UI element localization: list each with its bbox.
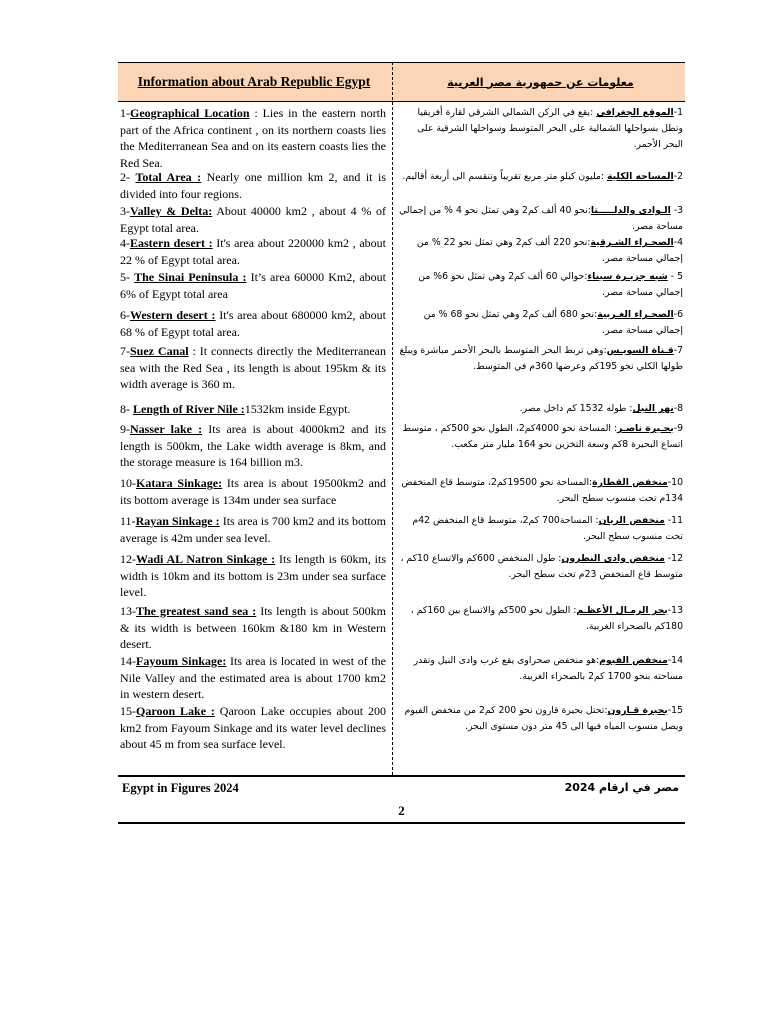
item-number-ar: 11-: [664, 515, 683, 526]
item-term: The Sinai Peninsula :: [134, 270, 247, 284]
cell-english: [118, 166, 388, 200]
table-row: [118, 548, 685, 600]
cell-arabic: [395, 232, 685, 266]
cell-english: [118, 200, 388, 235]
item-term-ar: الموقع الجغرافي: [596, 107, 674, 118]
item-number: 9-: [120, 422, 130, 436]
item-term: Eastern desert :: [130, 236, 213, 250]
info-table: [118, 62, 685, 752]
item-number-ar: 7-: [673, 345, 683, 356]
item-number: 11-: [120, 514, 136, 528]
cell-arabic: [395, 650, 685, 700]
item-text: Its area is about 19500km2 and its bottom average is 134m under sea surface: [120, 476, 386, 507]
table-row: [118, 650, 685, 700]
item-text-ar: :يقع في الركن الشمالي الشرقي لقارة أفريقيا وتطل بسواحلها الشمالية على البحر المتوسط وسواحلها الشرقية على البحر الأحمر.: [417, 107, 683, 150]
table-header: [118, 62, 685, 102]
cell-english: [118, 600, 388, 650]
item-number-ar: 3-: [670, 205, 683, 216]
item-number: 12-: [120, 552, 136, 566]
item-number: 7-: [120, 344, 130, 358]
table-rows: [118, 102, 685, 752]
item-text-ar: :المساحة نحو 19500كم2، متوسط قاع المنخفض 134م تحت منسوب سطح البحر.: [401, 477, 683, 504]
cell-english: [118, 304, 388, 340]
item-text-ar: : طوله 1532 كم داخل مصر.: [519, 403, 633, 414]
item-term-ar: منخفض وادى النطرون: [561, 553, 665, 564]
item-number: 15-: [120, 704, 136, 718]
item-number: 4-: [120, 236, 130, 250]
item-text-ar: : الطول نحو 500كم والاتساع بين 160كم ، 180كم بالصحراء الغربية.: [410, 605, 683, 632]
cell-english: [118, 510, 388, 548]
item-number-ar: 2-: [673, 171, 683, 182]
cell-english: [118, 650, 388, 700]
item-term-ar: نهر النيل: [632, 403, 674, 414]
item-text-ar: :نحو 220 ألف كم2 وهي تمثل نحو 22 % من إجمالي مساحة مصر.: [416, 237, 683, 264]
item-text: It's area about 680000 km2, about 68 % of Egypt total area.: [120, 308, 386, 339]
table-row: [118, 340, 685, 398]
item-term-ar: منخفض الريان: [598, 515, 665, 526]
header-arabic: معلومات عن جمهورية مصر العربية: [447, 75, 634, 89]
item-text-ar: :حوالي 60 ألف كم2 وهي تمثل نحو 6% من إجمالي مساحة مصر.: [418, 271, 683, 298]
cell-english: [118, 700, 388, 752]
item-number-ar: 6-: [673, 309, 683, 320]
cell-english: [118, 398, 388, 418]
item-term-ar: الصحـراء الغـربية: [597, 309, 674, 320]
page-number: 2: [398, 803, 405, 818]
cell-english: [118, 340, 388, 398]
item-term-ar: بحـيرة ناصـر: [617, 423, 674, 434]
item-term: Rayan Sinkage :: [135, 514, 220, 528]
item-number: 3-: [120, 204, 130, 218]
item-term: Total Area :: [135, 170, 202, 184]
item-text-ar: :مليون كيلو متر مربع تقريباً وتنقسم الى أربعة أقاليم.: [402, 171, 607, 182]
item-number-ar: 10-: [667, 477, 683, 488]
item-text: About 40000 km2 , about 4 % of Egypt total area.: [120, 204, 386, 235]
table-row: [118, 166, 685, 200]
item-text-ar: :نحو 40 ألف كم2 وهي تمثل نحو 4 % من إجمالي مساحة مصر.: [399, 205, 683, 232]
item-number: 10-: [120, 476, 136, 490]
cell-english: [118, 418, 388, 472]
item-term-ar: بحيرة قـارون: [607, 705, 668, 716]
item-term: The greatest sand sea :: [136, 604, 257, 618]
item-term: Valley & Delta:: [130, 204, 213, 218]
cell-arabic: [395, 472, 685, 510]
item-term: Wadi AL Natron Sinkage :: [136, 552, 276, 566]
cell-arabic: [395, 166, 685, 200]
item-number: 2-: [120, 170, 136, 184]
item-text: : It connects directly the Mediterranean sea with the Red Sea , its length is about 195km & its width average is 360 m.: [120, 344, 386, 391]
item-text: Its area is 700 km2 and its bottom average is 42m under sea level.: [120, 514, 386, 545]
item-text: Qaroon Lake occupies about 200 km2 from Fayoum Sinkage and its water level declines about 45 m from sea surface level.: [120, 704, 386, 751]
item-term: Geographical Location: [130, 106, 250, 120]
item-term-ar: الصحـراء الشـرقية: [590, 237, 674, 248]
table-row: [118, 398, 685, 418]
item-term-ar: منخفض الفيوم: [599, 655, 668, 666]
table-row: [118, 102, 685, 170]
item-number-ar: 15-: [667, 705, 683, 716]
item-number-ar: 9-: [673, 423, 683, 434]
cell-arabic: [395, 398, 685, 418]
item-number: 8-: [120, 402, 133, 416]
table-row: [118, 266, 685, 304]
cell-arabic: [395, 548, 685, 600]
table-row: [118, 510, 685, 548]
item-text-ar: :تحتل بحيرة قارون نحو 200 كم2 من منخفض الفيوم ويصل منسوب المياه فيها الى 45 متر دون مستوى البحر.: [404, 705, 683, 732]
table-row: [118, 472, 685, 510]
table-row: [118, 600, 685, 650]
item-number-ar: 8-: [673, 403, 683, 414]
cell-english: [118, 232, 388, 266]
item-number-ar: 4-: [673, 237, 683, 248]
cell-arabic: [395, 102, 685, 166]
cell-english: [118, 472, 388, 510]
footer-english: Egypt in Figures 2024: [122, 781, 239, 795]
cell-arabic: [395, 340, 685, 398]
table-row: [118, 418, 685, 472]
item-number-ar: 1-: [673, 107, 683, 118]
item-term-ar: شبه جزيـرة سيناء: [587, 271, 668, 282]
item-text-ar: : المساحة700 كم2، متوسط قاع المنخفض 42م تحت منسوب سطح البحر.: [412, 515, 683, 542]
item-term: Length of River Nile :: [133, 402, 245, 416]
item-term: Suez Canal: [130, 344, 189, 358]
footer-arabic: مصر في ارقام 2024: [564, 781, 679, 794]
item-number: 13-: [120, 604, 136, 618]
table-row: [118, 232, 685, 266]
item-text: Its length is about 500km & its width is between 160km &180 km in Western desert.: [120, 604, 386, 651]
item-term: Western desert :: [130, 308, 216, 322]
bottom-rule: [118, 822, 685, 824]
item-term-ar: بحر الرمـال الأعظـم: [576, 605, 668, 616]
cell-arabic: [395, 266, 685, 304]
item-term-ar: الـوادى والدلـــــتا: [590, 205, 671, 216]
table-row: [118, 304, 685, 340]
cell-english: [118, 266, 388, 304]
item-term: Fayoum Sinkage:: [136, 654, 227, 668]
item-text-ar: :وهي تربط البحر المتوسط بالبحر الأحمر مباشرة ويبلغ طولها الكلي نحو 195كم وعرضها 360م في المتوسط.: [399, 345, 683, 372]
item-text: It's area about 220000 km2 , about 22 % of Egypt total area.: [120, 236, 386, 267]
item-number: 6-: [120, 308, 130, 322]
cell-arabic: [395, 510, 685, 548]
item-number-ar: 12-: [664, 553, 683, 564]
cell-arabic: [395, 200, 685, 232]
footer: [118, 775, 685, 799]
item-text-ar: :هو منخفض صحراوى يقع غرب وادى النيل وتقدر مساحته بنحو 1700 كم2 بالصحراء الغربية.: [413, 655, 683, 682]
item-number: 5-: [120, 270, 135, 284]
cell-arabic: [395, 700, 685, 752]
item-number-ar: 13-: [667, 605, 683, 616]
item-term: Nasser lake :: [130, 422, 203, 436]
cell-english: [118, 102, 388, 170]
item-text: Nearly one million km 2, and it is divided into four regions.: [120, 170, 386, 201]
cell-english: [118, 548, 388, 600]
item-text: Its length is 60km, its width is 10km and its bottom is 23m under sea surface level.: [120, 552, 386, 599]
item-text-ar: :نحو 680 ألف كم2 وهي تمثل نحو 68 % من إجمالي مساحة مصر.: [423, 309, 683, 336]
table-row: [118, 200, 685, 235]
item-text: It’s area 60000 Km2, about 6% of Egypt total area: [120, 270, 387, 301]
item-text-ar: : طول المنخفض 600كم والاتساع 10كم ، متوسط قاع المنخفض 23م تحت سطح البحر.: [400, 553, 683, 580]
header-english: Information about Arab Republic Egypt: [137, 74, 371, 89]
item-term: Qaroon Lake :: [136, 704, 215, 718]
item-number-ar: 14-: [667, 655, 683, 666]
item-term-ar: قـناة السويـس: [606, 345, 674, 356]
table-row: [118, 700, 685, 752]
item-term-ar: المساحه الكلية: [606, 171, 674, 182]
item-text: 1532km inside Egypt.: [244, 402, 351, 416]
cell-arabic: [395, 304, 685, 340]
item-term-ar: منخفض القطارة: [592, 477, 668, 488]
cell-arabic: [395, 600, 685, 650]
item-number: 14-: [120, 654, 136, 668]
item-number-ar: 5 -: [667, 271, 683, 282]
item-text: Its area is located in west of the Nile Valley and the estimated area is about 1700 km2 in western desert.: [120, 654, 386, 701]
item-number: 1-: [120, 106, 130, 120]
item-term: Katara Sinkage:: [136, 476, 223, 490]
item-text: Its area is about 4000km2 and its length is 500km, the Lake width average is 8km, and the storage measure is 164 billion m3.: [120, 422, 386, 469]
item-text-ar: : المساحة نحو 4000كم2، الطول نحو 500كم ، متوسط اتساع البحيرة 8كم وسعة التخزين نحو 164 مليار متر مكعب.: [402, 423, 683, 450]
cell-arabic: [395, 418, 685, 472]
item-text: : Lies in the eastern north part of the Africa continent , on its northern coasts lies the Mediterranean Sea and on its eastern coasts lies the Red Sea.: [120, 106, 386, 170]
